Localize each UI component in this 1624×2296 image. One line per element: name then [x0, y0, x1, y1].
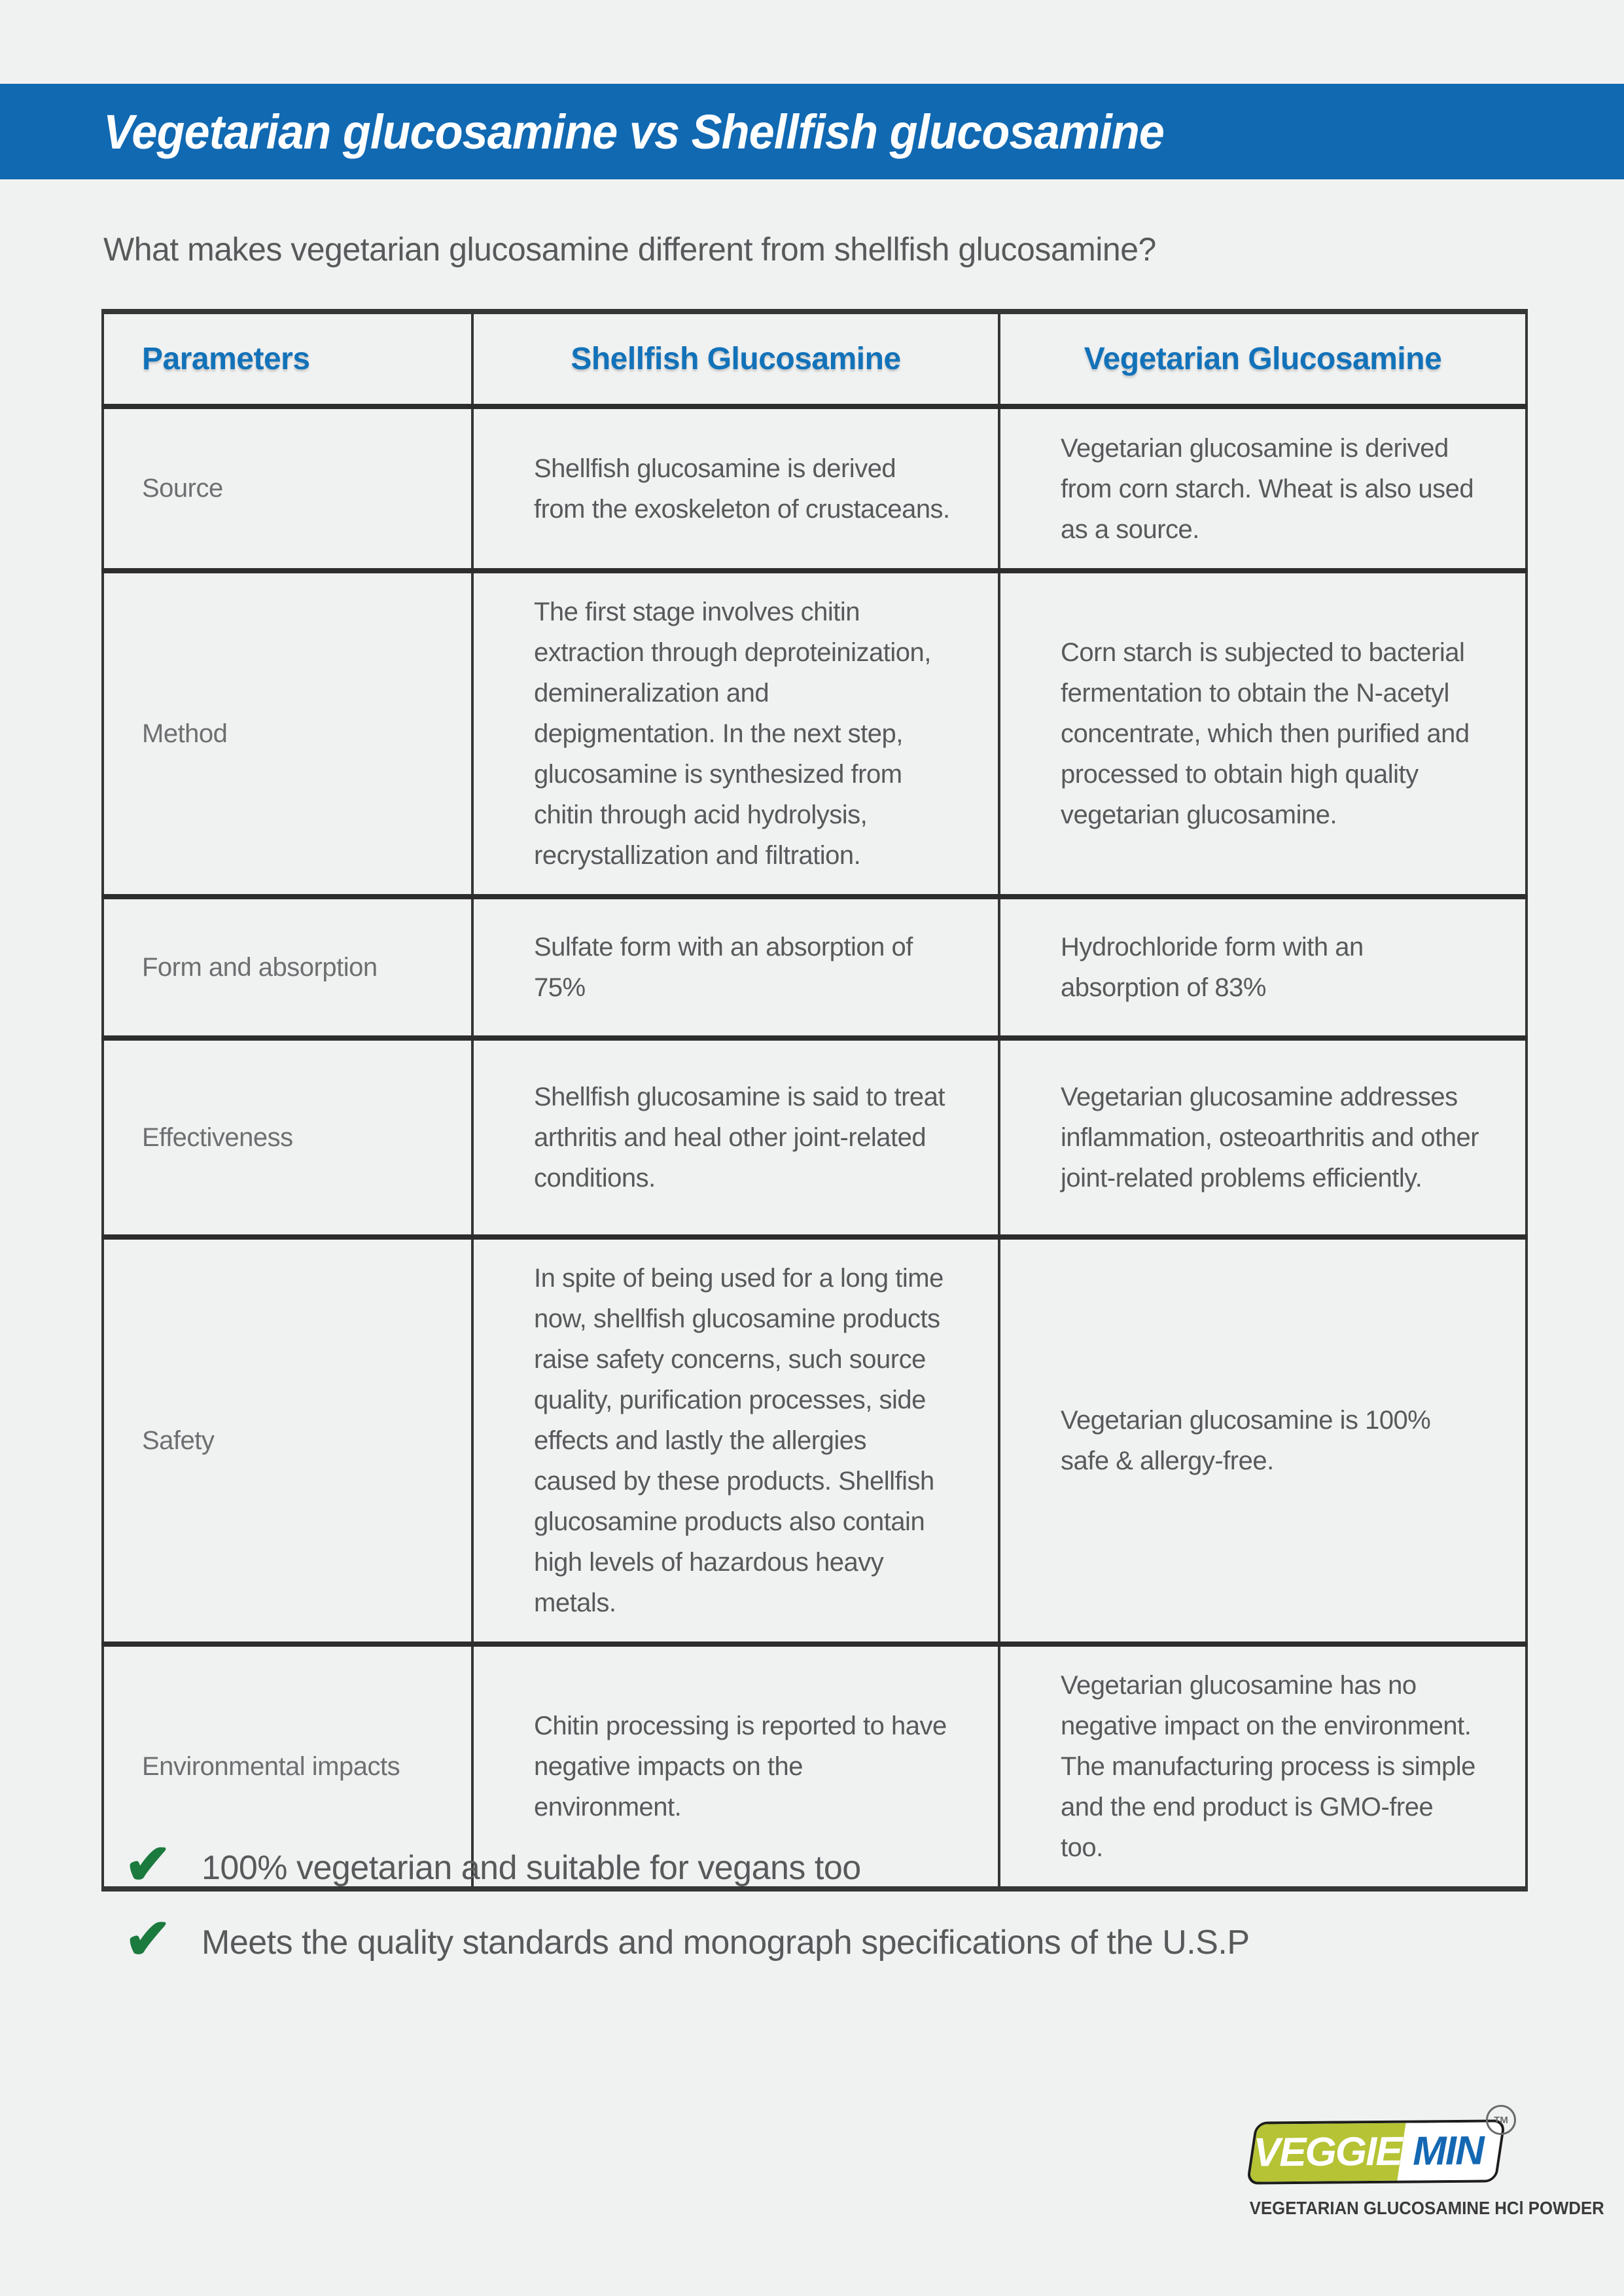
vegetarian-cell: Vegetarian glucosamine has no negative impact on the environment. The manufacturing process is simple and the end product is GMO-free too. — [999, 1644, 1527, 1889]
vegetarian-cell: Vegetarian glucosamine is derived from corn starch. Wheat is also used as a source. — [999, 406, 1527, 571]
table-header-row — [103, 312, 1527, 406]
trademark-icon: TM — [1486, 2105, 1516, 2135]
shellfish-cell: In spite of being used for a long time now, shellfish glucosamine products raise safety concerns, such source quality, purification processes, side effects and lastly the allergies caused by these products. Shellfish glucosamine products also contain high levels of hazardous heavy metals. — [472, 1237, 999, 1644]
intro-question: What makes vegetarian glucosamine different from shellfish glucosamine? — [103, 231, 1156, 268]
logo-tagline: VEGETARIAN GLUCOSAMINE HCl POWDER — [1249, 2198, 1604, 2218]
title-banner — [0, 84, 1624, 179]
shellfish-cell: Chitin processing is reported to have negative impacts on the environment. — [472, 1644, 999, 1889]
vegetarian-cell: Hydrochloride form with an absorption of 83% — [999, 897, 1527, 1038]
benefit-item — [124, 1908, 1250, 1971]
brand-badge-white-section — [1397, 2122, 1503, 2180]
shellfish-cell: Sulfate form with an absorption of 75% — [472, 897, 999, 1038]
table-row-method — [103, 571, 1527, 897]
row-label: Source — [142, 474, 223, 503]
veggiemin-logo — [1239, 2114, 1604, 2219]
shellfish-cell: Shellfish glucosamine is said to treat arthritis and heal other joint-related conditions. — [472, 1038, 999, 1237]
benefit-text: 100% vegetarian and suitable for vegans too — [202, 1849, 861, 1887]
table-row-source — [103, 406, 1527, 571]
column-header-parameters: Parameters — [142, 342, 310, 376]
column-header-vegetarian: Vegetarian Glucosamine — [999, 312, 1527, 406]
check-icon: ✔ — [124, 1833, 172, 1896]
page-title: Vegetarian glucosamine vs Shellfish glucosamine — [103, 104, 1164, 159]
table-row-effectiveness — [103, 1038, 1527, 1237]
vegetarian-cell: Vegetarian glucosamine addresses inflammation, osteoarthritis and other joint-related problems efficiently. — [999, 1038, 1527, 1237]
column-header-shellfish: Shellfish Glucosamine — [472, 312, 999, 406]
benefit-item — [124, 1833, 861, 1896]
table-row-safety — [103, 1237, 1527, 1644]
check-icon: ✔ — [124, 1908, 172, 1971]
benefit-text: Meets the quality standards and monograph specifications of the U.S.P — [202, 1924, 1250, 1962]
row-label: Form and absorption — [142, 952, 378, 982]
row-label: Environmental impacts — [142, 1751, 400, 1781]
brand-name-veggie: VEGGIE — [1253, 2128, 1402, 2176]
brand-badge-green-section — [1249, 2123, 1405, 2182]
vegetarian-cell: Vegetarian glucosamine is 100% safe & allergy-free. — [999, 1237, 1527, 1644]
table-row-form-absorption — [103, 897, 1527, 1038]
row-label: Method — [142, 719, 228, 748]
comparison-table — [101, 309, 1528, 1896]
shellfish-cell: The first stage involves chitin extraction through deproteinization, demineralization and depigmentation. In the next step, glucosamine is synthesized from chitin through acid hydrolysis, recrystallization and filtration. — [472, 571, 999, 897]
row-label: Safety — [142, 1426, 215, 1455]
row-label: Effectiveness — [142, 1122, 293, 1152]
brand-badge — [1246, 2119, 1506, 2184]
vegetarian-cell: Corn starch is subjected to bacterial fermentation to obtain the N-acetyl concentrate, which then purified and processed to obtain high quality vegetarian glucosamine. — [999, 571, 1527, 897]
shellfish-cell: Shellfish glucosamine is derived from the exoskeleton of crustaceans. — [472, 406, 999, 571]
brand-name-min: MIN — [1412, 2128, 1484, 2174]
